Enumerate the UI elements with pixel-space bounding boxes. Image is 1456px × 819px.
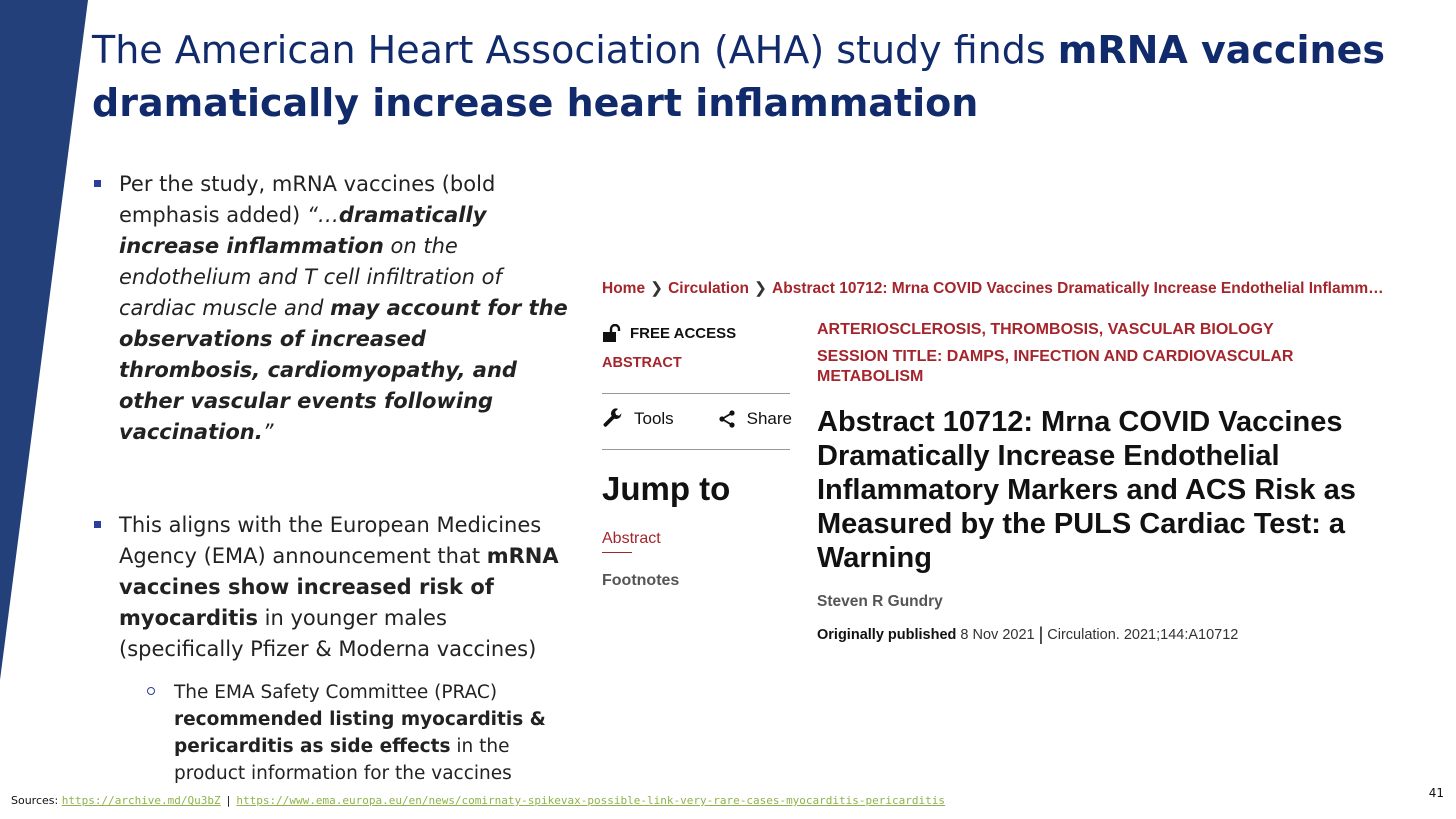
bullet-text: Per the study, mRNA vaccines (bold emphasis added) [119, 172, 496, 227]
divider [602, 393, 790, 394]
published-date: 8 Nov 2021 [960, 627, 1035, 643]
quote-close: ” [262, 420, 274, 444]
pipe-separator: | [1038, 624, 1044, 644]
title-bold: mRNA vaccines dramatically increase heart inflammation [92, 28, 1385, 125]
jump-to-heading: Jump to [602, 470, 731, 507]
sub-bullet-text: The EMA Safety Committee (PRAC) [174, 682, 498, 703]
sources-separator: | [226, 794, 231, 807]
left-accent-band [0, 0, 90, 819]
circle-bullet-icon [147, 687, 155, 695]
tools-label: Tools [634, 409, 674, 428]
quote-open: “… [306, 203, 339, 227]
session-title: SESSION TITLE: DAMPS, INFECTION AND CARDIOVASCULAR METABOLISM [817, 348, 1294, 385]
article-category: ARTERIOSCLEROSIS, THROMBOSIS, VASCULAR BIOLOGY [817, 321, 1274, 338]
quote-text: on the endothelium and T cell infiltration of cardiac muscle and [119, 234, 502, 320]
share-button[interactable] [717, 409, 792, 429]
abstract-tag: ABSTRACT [602, 355, 682, 371]
sub-bullet-prac [147, 679, 572, 787]
bullet-bold: mRNA vaccines show increased risk of myocarditis [119, 544, 559, 630]
jump-link-abstract-label: Abstract [602, 530, 661, 547]
article-title: Abstract 10712: Mrna COVID Vaccines Dramatically Increase Endothelial Inflammatory Markers and ACS Risk as Measured by the PULS Cardiac Test: a Warning [817, 406, 1356, 574]
breadcrumb-article[interactable]: Abstract 10712: Mrna COVID Vaccines Dramatically Increase Endothelial Inflamm… [772, 280, 1384, 297]
slide-title [92, 24, 1392, 130]
sources-label: Sources: [11, 794, 59, 807]
sources-footer [11, 794, 945, 807]
active-underline [602, 552, 632, 553]
breadcrumb-circulation[interactable]: Circulation [668, 280, 750, 297]
article-author[interactable]: Steven R Gundry [817, 593, 943, 610]
divider [602, 449, 790, 450]
quote-bold-2: may account for the observations of increased thrombosis, cardiomyopathy, and other vascular events following vaccination. [119, 296, 568, 444]
chevron-right-icon: ❯ [650, 280, 664, 297]
free-access-badge [602, 324, 736, 342]
chevron-right-icon: ❯ [754, 280, 768, 297]
bullet-text: in younger males (specifically Pfizer & Moderna vaccines) [119, 606, 537, 661]
page-number: 41 [1428, 786, 1444, 800]
jump-link-footnotes[interactable]: Footnotes [602, 572, 680, 589]
quote-bold-1: dramatically increase inflammation [119, 203, 487, 258]
tools-share-row [602, 408, 792, 430]
publication-line [817, 624, 1238, 645]
source-link-ema[interactable]: https://www.ema.europa.eu/en/news/comirnaty-spikevax-possible-link-very-rare-cases-myocarditis-pericarditis [236, 794, 946, 807]
share-icon [717, 409, 737, 429]
tools-button[interactable] [602, 408, 674, 430]
bullet-text: This aligns with the European Medicines Agency (EMA) announcement that [119, 513, 542, 568]
free-access-label: FREE ACCESS [630, 324, 737, 342]
jump-link-abstract[interactable] [602, 530, 661, 548]
breadcrumb [602, 279, 1422, 298]
square-bullet-icon [94, 180, 101, 187]
breadcrumb-home[interactable]: Home [602, 280, 646, 297]
title-regular: The American Heart Association (AHA) study finds [92, 28, 1058, 72]
bullet-ema [92, 510, 572, 665]
bullet-study-quote [92, 169, 572, 448]
wrench-icon [602, 408, 624, 430]
sub-bullet-bold: recommended listing myocarditis & pericarditis as side effects [174, 709, 546, 757]
bullet-list [92, 169, 572, 787]
sub-bullet-text: in the product information for the vaccines [174, 736, 512, 784]
unlock-icon [602, 324, 622, 342]
published-label: Originally published [817, 627, 957, 643]
journal-reference: Circulation. 2021;144:A10712 [1047, 627, 1239, 643]
square-bullet-icon [94, 521, 101, 528]
share-label: Share [746, 409, 792, 428]
source-link-archive[interactable]: https://archive.md/Qu3bZ [61, 794, 221, 807]
